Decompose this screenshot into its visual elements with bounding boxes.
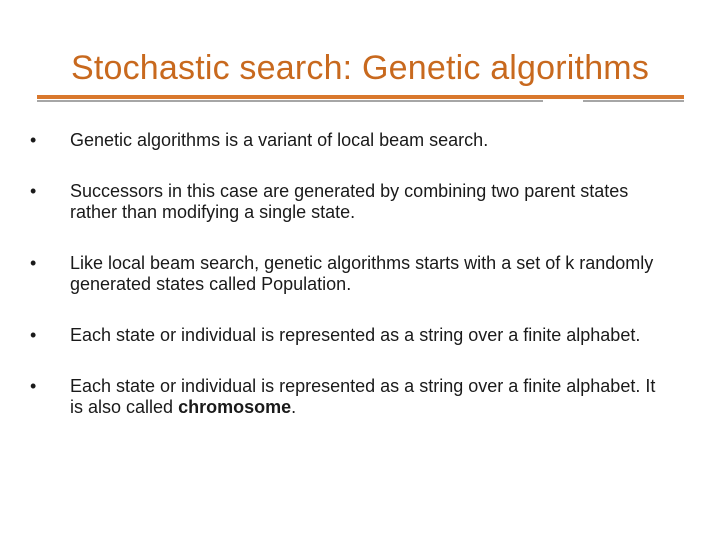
- bullet-text: Like local beam search, genetic algorithms starts with a set of k randomly generated states called Population.: [70, 253, 654, 294]
- bullet-list: [30, 130, 670, 448]
- bullet-icon: •: [30, 130, 37, 150]
- bullet-text: Each state or individual is represented as a string over a finite alphabet. It is also called: [70, 376, 656, 417]
- bullet-icon: •: [30, 376, 37, 396]
- bullet-item: [30, 253, 670, 295]
- slide-title: Stochastic search: Genetic algorithms: [70, 49, 650, 87]
- bullet-item: [30, 130, 670, 151]
- bullet-suffix: .: [291, 397, 297, 417]
- bullet-item: [30, 376, 670, 418]
- bullet-text: Successors in this case are generated by combining two parent states rather than modifying a single state.: [70, 181, 629, 222]
- title-underline-secondary: [37, 100, 684, 102]
- bullet-text: Each state or individual is represented as a string over a finite alphabet.: [70, 325, 641, 345]
- title-underline-accent: [37, 95, 684, 99]
- bullet-icon: •: [30, 181, 37, 201]
- bullet-icon: •: [30, 325, 37, 345]
- bullet-item: [30, 181, 670, 223]
- bullet-icon: •: [30, 253, 37, 273]
- bullet-item: [30, 325, 670, 346]
- title-underline-gap: [543, 99, 583, 103]
- bullet-emphasis: chromosome: [178, 397, 292, 417]
- bullet-text: Genetic algorithms is a variant of local beam search.: [70, 130, 489, 150]
